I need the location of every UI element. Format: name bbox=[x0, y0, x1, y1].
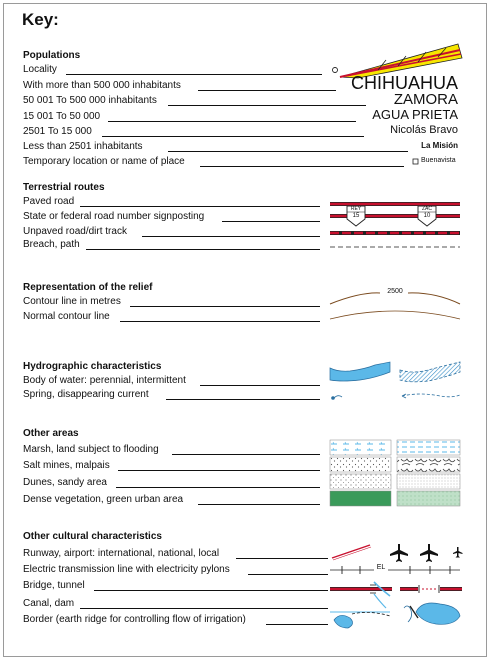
relief-heading: Representation of the relief bbox=[23, 282, 153, 293]
pop-row-2501: 2501 To 15 000 bbox=[23, 126, 92, 137]
leader-line bbox=[118, 470, 320, 471]
cultural-heading: Other cultural characteristics bbox=[23, 531, 162, 542]
sample-buenavista: Buenavista bbox=[421, 157, 456, 164]
airplane-icon bbox=[390, 544, 463, 562]
route-row-paved: Paved road bbox=[23, 196, 75, 207]
leader-line bbox=[80, 608, 328, 609]
sample-zamora: ZAMORA bbox=[393, 91, 458, 108]
leader-line bbox=[108, 121, 356, 122]
leader-line bbox=[198, 504, 320, 505]
route-row-breach: Breach, path bbox=[23, 239, 80, 250]
pop-row-locality: Locality bbox=[23, 64, 57, 75]
leader-line bbox=[198, 90, 336, 91]
power-line-symbol bbox=[330, 564, 462, 576]
leader-line bbox=[266, 624, 328, 625]
cultural-row-border: Border (earth ridge for controlling flow of irrigation) bbox=[23, 614, 246, 625]
perennial-water-symbol bbox=[330, 362, 390, 384]
pop-row-temporary: Temporary location or name of place bbox=[23, 156, 185, 167]
runway-airport-symbols bbox=[330, 540, 464, 562]
breach-path-symbol bbox=[330, 244, 462, 250]
sample-nicolas-bravo: Nicolás Bravo bbox=[390, 124, 458, 136]
leader-line bbox=[248, 574, 328, 575]
leader-line bbox=[66, 74, 322, 75]
pop-row-500k: With more than 500 000 inhabitants bbox=[23, 80, 181, 91]
area-row-salt: Salt mines, malpais bbox=[23, 460, 110, 471]
route-row-unpaved: Unpaved road/dirt track bbox=[23, 226, 127, 237]
hydro-heading: Hydrographic characteristics bbox=[23, 361, 162, 372]
leader-line bbox=[166, 399, 320, 400]
shield-number: 15 bbox=[352, 213, 360, 219]
leader-line bbox=[80, 206, 320, 207]
leader-line bbox=[86, 249, 320, 250]
marsh-flood-symbols bbox=[330, 440, 462, 456]
shield-number: 10 bbox=[423, 213, 431, 219]
leader-line bbox=[168, 105, 366, 106]
leader-line bbox=[142, 236, 320, 237]
leader-line bbox=[130, 306, 320, 307]
leader-line bbox=[116, 487, 320, 488]
cultural-row-runway: Runway, airport: international, national, local bbox=[23, 548, 220, 559]
unpaved-road-symbol bbox=[330, 229, 462, 237]
cultural-row-electric: Electric transmission line with electricity pylons bbox=[23, 564, 230, 575]
leader-line bbox=[120, 321, 320, 322]
leader-line bbox=[200, 166, 404, 167]
cultural-row-bridge: Bridge, tunnel bbox=[23, 580, 85, 591]
key-title: Key: bbox=[22, 10, 59, 29]
sample-chihuahua: CHIHUAHUA bbox=[350, 73, 458, 93]
populations-heading: Populations bbox=[23, 50, 81, 61]
pop-row-less-2501: Less than 2501 inhabitants bbox=[23, 141, 143, 152]
area-row-marsh: Marsh, land subject to flooding bbox=[23, 444, 159, 455]
spring-symbol bbox=[330, 390, 462, 404]
terrestrial-heading: Terrestrial routes bbox=[23, 182, 105, 193]
vegetation-symbols bbox=[330, 491, 462, 507]
leader-line bbox=[102, 136, 364, 137]
temporary-square-icon bbox=[412, 158, 420, 166]
border-ridge-symbol bbox=[330, 606, 400, 628]
sample-agua-prieta: AGUA PRIETA bbox=[372, 107, 458, 122]
cultural-row-canal: Canal, dam bbox=[23, 598, 75, 609]
normal-contour-symbol bbox=[330, 305, 462, 321]
intermittent-water-symbol bbox=[398, 362, 462, 384]
leader-line bbox=[172, 454, 320, 455]
locality-circle-icon bbox=[330, 65, 340, 75]
leader-line bbox=[200, 385, 320, 386]
pop-row-15k: 15 001 To 50 000 bbox=[23, 111, 101, 122]
leader-line bbox=[168, 151, 408, 152]
area-row-vegetation: Dense vegetation, green urban area bbox=[23, 494, 184, 505]
relief-row-normal: Normal contour line bbox=[23, 311, 110, 322]
route-row-signposting: State or federal road number signposting bbox=[23, 211, 205, 222]
leader-line bbox=[236, 558, 328, 559]
pop-row-50k: 50 001 To 500 000 inhabitants bbox=[23, 95, 157, 106]
areas-heading: Other areas bbox=[23, 428, 79, 439]
dunes-sand-symbols bbox=[330, 474, 462, 490]
area-row-dunes: Dunes, sandy area bbox=[23, 477, 107, 488]
sample-la-mision: La Misión bbox=[421, 141, 458, 150]
leader-line bbox=[222, 221, 320, 222]
contour-value-label: 2500 bbox=[387, 288, 403, 295]
shield-state-label: REY bbox=[350, 206, 362, 212]
relief-row-contour: Contour line in metres bbox=[23, 296, 121, 307]
leader-line bbox=[94, 590, 328, 591]
salt-malpais-symbols bbox=[330, 457, 462, 473]
hydro-row-spring: Spring, disappearing current bbox=[23, 389, 149, 400]
hydro-row-body: Body of water: perennial, intermittent bbox=[23, 375, 186, 386]
shield-state-label: ZAC bbox=[422, 206, 432, 212]
el-label: EL bbox=[376, 564, 386, 571]
